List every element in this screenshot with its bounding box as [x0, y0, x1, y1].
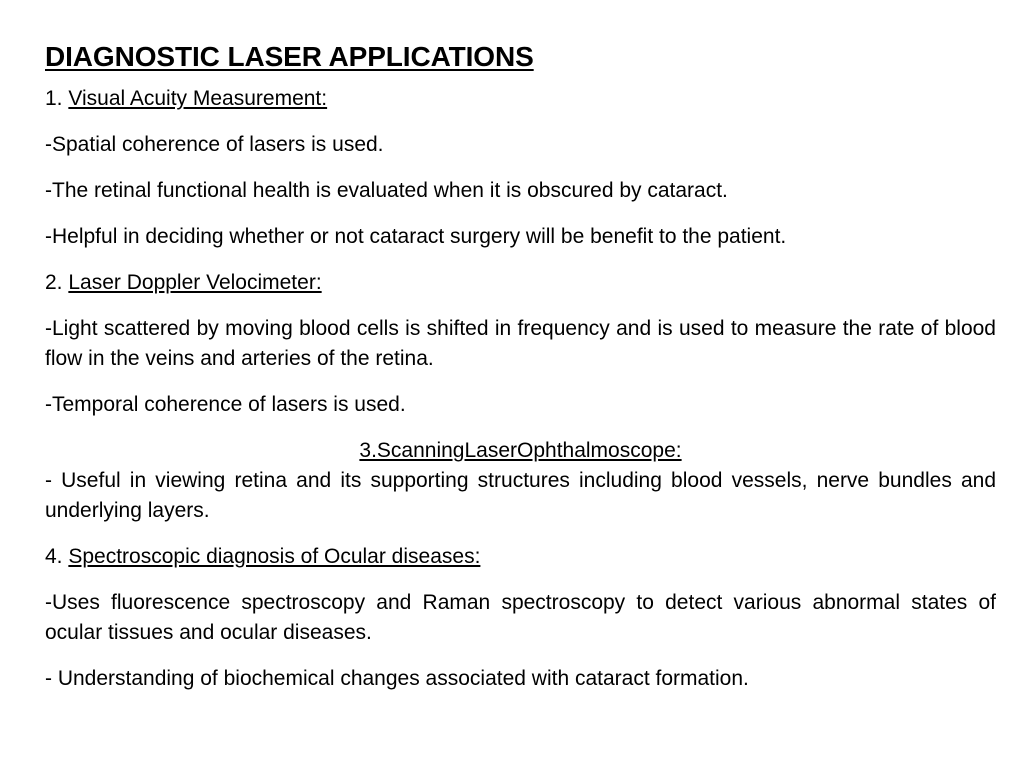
section-2-number: 2. [45, 271, 63, 294]
section-2-heading-text: Laser Doppler Velocimeter: [68, 271, 322, 294]
section-1-point-1: -Spatial coherence of lasers is used. [45, 133, 384, 156]
section-4-point-1: -Uses fluorescence spectroscopy and Raman spectroscopy to detect various abnormal states of ocular tissues and ocular diseases. [45, 591, 996, 644]
section-1-point-2: -The retinal functional health is evaluated when it is obscured by cataract. [45, 179, 728, 202]
section-3-heading [45, 436, 996, 466]
section-2-point-1: -Light scattered by moving blood cells is shifted in frequency and is used to measure the rate of blood flow in the veins and arteries of the retina. [45, 317, 996, 370]
section-3-point-1: - Useful in viewing retina and its supporting structures including blood vessels, nerve bundles and underlying layers. [45, 469, 996, 522]
slide-content [45, 40, 996, 710]
section-4-number: 4. [45, 545, 63, 568]
slide-title: DIAGNOSTIC LASER APPLICATIONS [45, 41, 534, 72]
section-1-number: 1. [45, 87, 63, 110]
section-2-point-2: -Temporal coherence of lasers is used. [45, 393, 406, 416]
section-2-heading [45, 268, 996, 298]
section-4-heading [45, 542, 996, 572]
section-4-point-2: - Understanding of biochemical changes associated with cataract formation. [45, 667, 749, 690]
section-1-heading [45, 84, 996, 114]
section-1-point-3: -Helpful in deciding whether or not cataract surgery will be benefit to the patient. [45, 225, 787, 248]
section-3-heading-text: 3.ScanningLaserOphthalmoscope: [359, 439, 682, 462]
section-1-heading-text: Visual Acuity Measurement: [68, 87, 328, 110]
section-4-heading-text: Spectroscopic diagnosis of Ocular diseases: [68, 545, 481, 568]
